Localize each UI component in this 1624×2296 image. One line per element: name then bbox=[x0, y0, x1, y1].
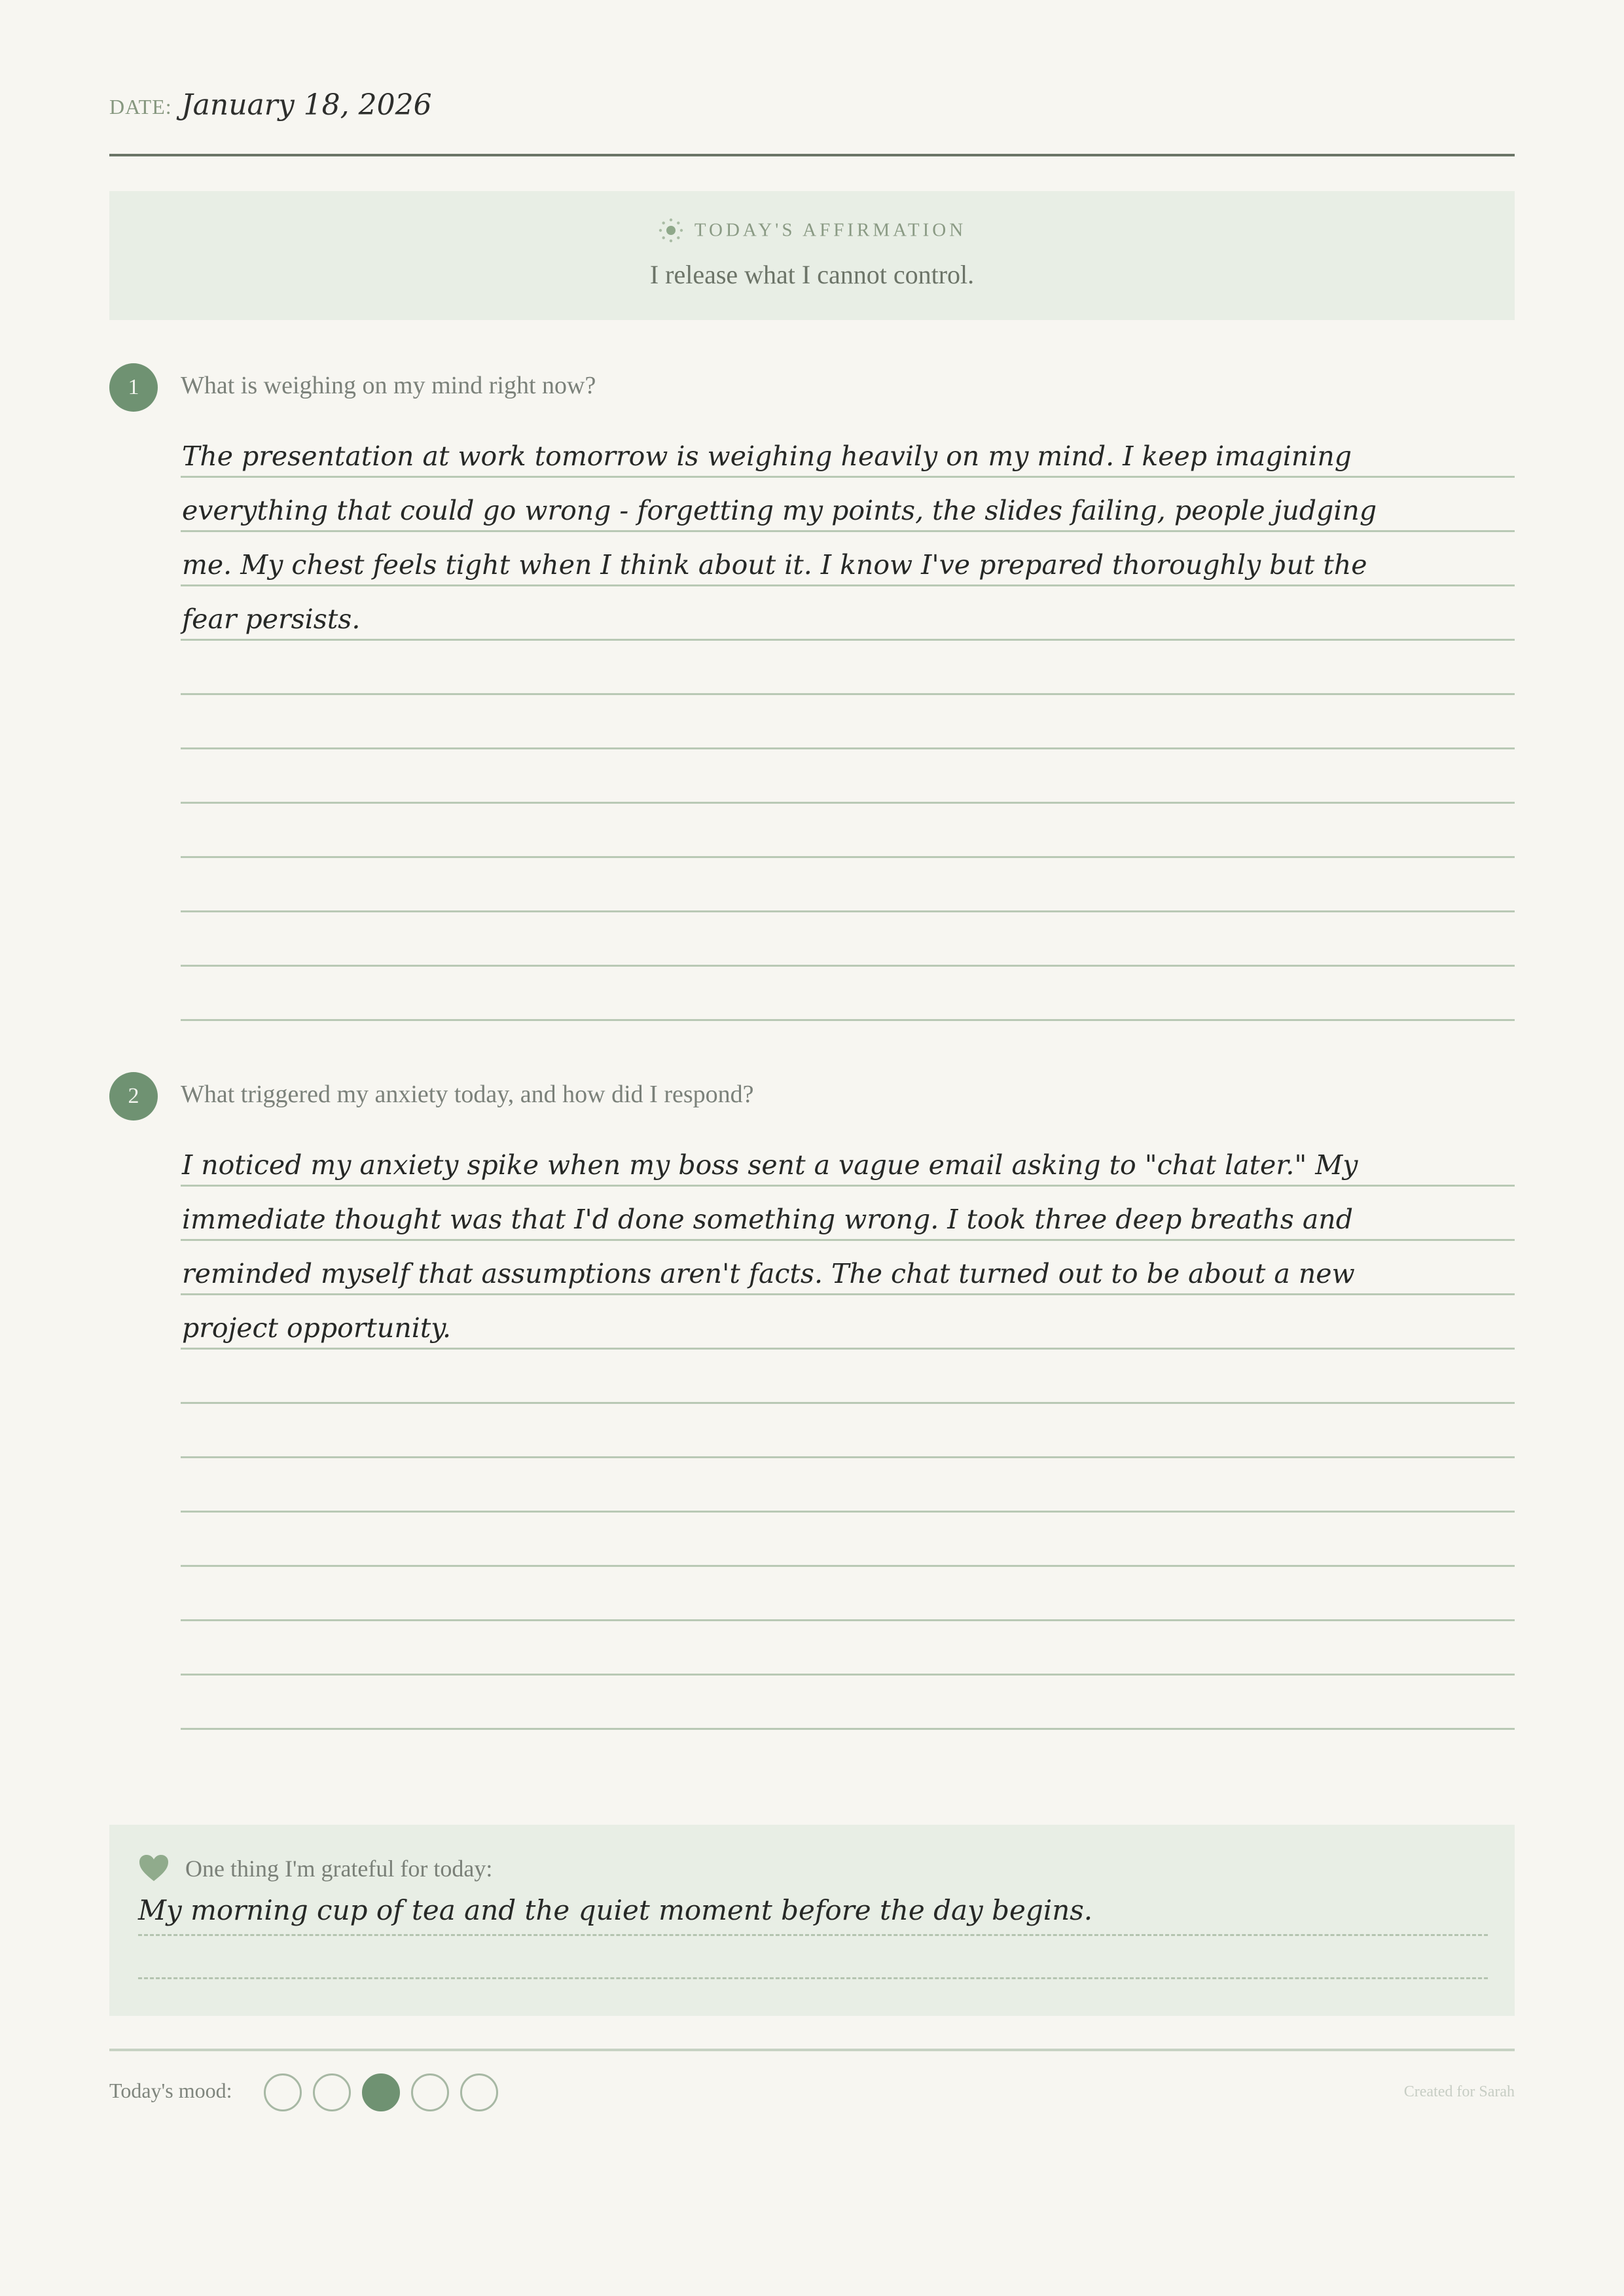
gratitude-line[interactable] bbox=[138, 1892, 1488, 1936]
question-prompt: What is weighing on my mind right now? bbox=[181, 372, 596, 399]
answer-line[interactable] bbox=[181, 804, 1515, 858]
question-prompt: What triggered my anxiety today, and how did I respond? bbox=[181, 1081, 754, 1108]
answer-line[interactable] bbox=[181, 1187, 1515, 1241]
date-label: DATE: bbox=[109, 95, 172, 118]
answer-text: project opportunity. bbox=[182, 1312, 452, 1344]
sun-icon bbox=[658, 217, 684, 243]
answer-text: immediate thought was that I'd done something wrong. I took three deep breaths and bbox=[182, 1204, 1353, 1235]
mood-option-2[interactable] bbox=[313, 2073, 351, 2111]
answer-line[interactable] bbox=[181, 749, 1515, 804]
answer-line[interactable] bbox=[181, 1404, 1515, 1458]
answer-text: everything that could go wrong - forgetting my points, the slides failing, people judging bbox=[182, 495, 1377, 526]
mood-option-3[interactable] bbox=[362, 2073, 400, 2111]
answer-line[interactable] bbox=[181, 695, 1515, 749]
answer-line[interactable] bbox=[181, 858, 1515, 912]
answer-line[interactable] bbox=[181, 1350, 1515, 1404]
gratitude-panel bbox=[109, 1825, 1515, 2016]
answer-area[interactable] bbox=[181, 1132, 1515, 1730]
answer-text: I noticed my anxiety spike when my boss sent a vague email asking to "chat later." My bbox=[182, 1149, 1358, 1181]
answer-line[interactable] bbox=[181, 1458, 1515, 1513]
answer-line[interactable] bbox=[181, 478, 1515, 532]
answer-line[interactable] bbox=[181, 1132, 1515, 1187]
answer-line[interactable] bbox=[181, 532, 1515, 586]
answer-area[interactable] bbox=[181, 423, 1515, 1021]
answer-line[interactable] bbox=[181, 1295, 1515, 1350]
answer-line[interactable] bbox=[181, 967, 1515, 1021]
footer-divider bbox=[109, 2049, 1515, 2051]
mood-label: Today's mood: bbox=[109, 2079, 232, 2102]
heart-icon bbox=[138, 1854, 170, 1882]
affirmation-panel bbox=[109, 191, 1515, 320]
answer-line[interactable] bbox=[181, 1621, 1515, 1676]
answer-line[interactable] bbox=[181, 641, 1515, 695]
answer-text: The presentation at work tomorrow is weighing heavily on my mind. I keep imagining bbox=[182, 440, 1352, 472]
answer-text: fear persists. bbox=[182, 603, 361, 635]
answer-line[interactable] bbox=[181, 1513, 1515, 1567]
mood-option-5[interactable] bbox=[460, 2073, 498, 2111]
answer-line[interactable] bbox=[181, 586, 1515, 641]
affirmation-label: TODAY'S AFFIRMATION bbox=[694, 219, 967, 241]
question-number-badge: 1 bbox=[109, 363, 158, 412]
affirmation-text: I release what I cannot control. bbox=[649, 260, 975, 289]
mood-option-1[interactable] bbox=[264, 2073, 302, 2111]
answer-line[interactable] bbox=[181, 912, 1515, 967]
answer-line[interactable] bbox=[181, 1567, 1515, 1621]
journal-page bbox=[109, 0, 1515, 2296]
answer-text: reminded myself that assumptions aren't facts. The chat turned out to be about a new bbox=[182, 1258, 1355, 1289]
date-value[interactable]: January 18, 2026 bbox=[181, 88, 432, 122]
header-divider bbox=[109, 154, 1515, 156]
answer-line[interactable] bbox=[181, 1241, 1515, 1295]
gratitude-label: One thing I'm grateful for today: bbox=[185, 1856, 493, 1882]
question-number-badge: 2 bbox=[109, 1072, 158, 1121]
credit-text: Created for Sarah bbox=[1403, 2083, 1515, 2100]
answer-line[interactable] bbox=[181, 423, 1515, 478]
gratitude-line[interactable] bbox=[138, 1936, 1488, 1979]
mood-option-4[interactable] bbox=[411, 2073, 449, 2111]
answer-line[interactable] bbox=[181, 1676, 1515, 1730]
gratitude-text: My morning cup of tea and the quiet moment before the day begins. bbox=[138, 1894, 1093, 1926]
answer-text: me. My chest feels tight when I think about it. I know I've prepared thoroughly but the bbox=[182, 549, 1367, 581]
date-header bbox=[109, 88, 1515, 160]
